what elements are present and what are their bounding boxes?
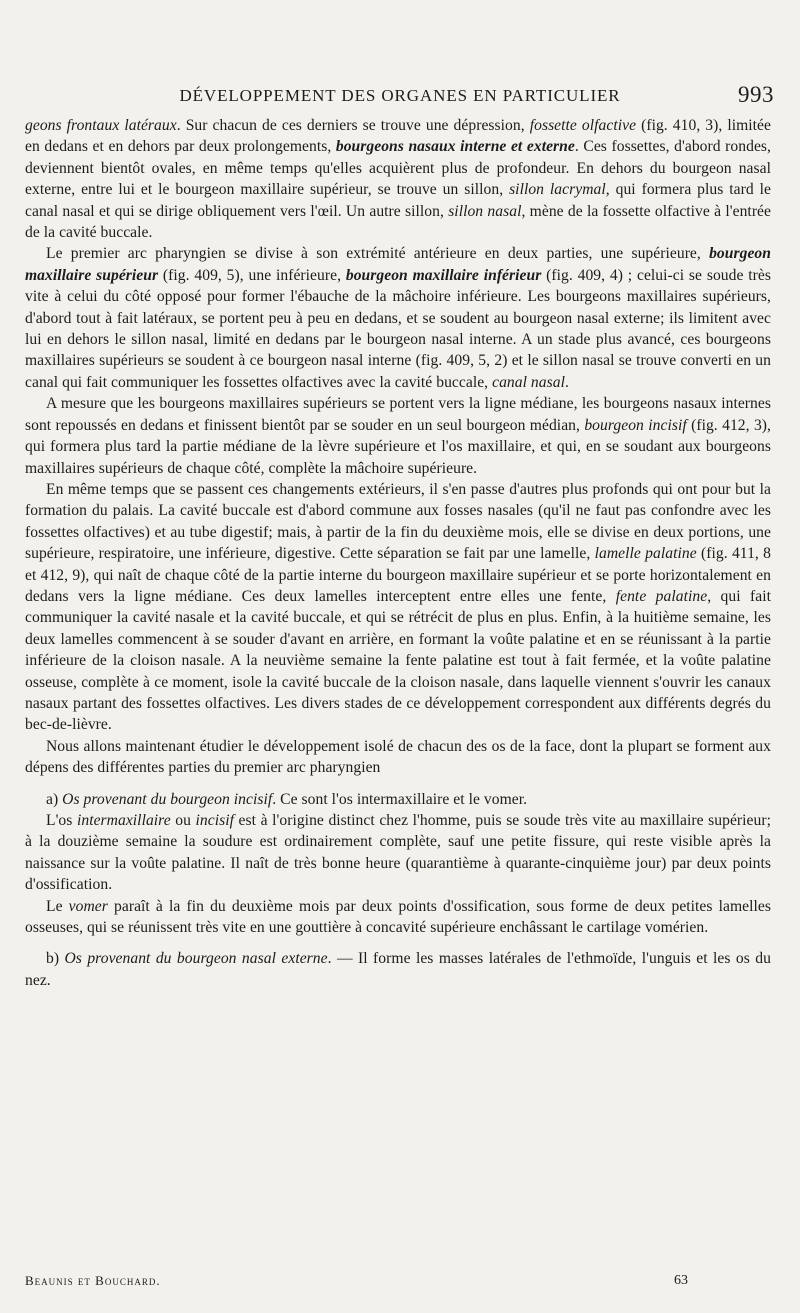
emphasized-term: vomer	[68, 897, 108, 915]
emphasized-term: bourgeon incisif	[584, 416, 687, 434]
text-run: Le	[46, 897, 69, 915]
paragraph	[25, 789, 771, 810]
page-number: 993	[738, 82, 774, 107]
paragraph	[25, 736, 771, 779]
paragraph	[25, 896, 771, 939]
text-run: (fig. 411, 8 et 412, 9), qui naît de chaque côté de la partie interne du bourgeon maxillaire supérieur et se porte horizontalement en dedans vers la ligne médiane. Ces deux lamelles interceptent entre elles une fente,	[25, 545, 772, 605]
text-run: (fig. 412, 3), qui formera plus tard la partie médiane de la lèvre supérieure et l'os maxillaire, et qui, en se soudant aux bourgeons maxillaires supérieurs de chaque côté, complète la mâchoire supérieure.	[25, 416, 771, 477]
footer-authors: Beaunis et Bouchard.	[25, 1273, 161, 1288]
text-run: a)	[46, 790, 63, 808]
text-run: (fig. 409, 5), une inférieure,	[158, 266, 346, 284]
text-run: . Sur chacun de ces derniers se trouve une dépression,	[176, 117, 530, 134]
text-run: , qui formera plus tard le canal nasal et qui se dirige obliquement vers l'œil. Un autre sillon,	[25, 181, 771, 220]
page-footer	[25, 1273, 688, 1295]
text-run: (fig. 409, 4) ; celui-ci se soude très vite à celui du côté opposé pour former l'ébauche de la mâchoire inférieure. Les bourgeons maxillaires supérieurs, d'abord tout à fait latéraux, se portent peu à peu en dedans, et se soudent au bourgeon nasal externe; ils limitent avec lui en dehors le sillon nasal, limité en dedans par le bourgeon nasal interne. A un stade plus avancé, ces bourgeons maxillaires supérieurs se soudent à ce bourgeon nasal interne (fig. 409, 5, 2) et le sillon nasal se trouve converti en un canal qui fait communiquer les fossettes olfactives avec la cavité buccale,	[25, 266, 771, 391]
emphasized-term: bourgeons nasaux interne et externe	[335, 138, 575, 156]
emphasized-term: sillon lacrymal	[509, 181, 606, 199]
emphasized-term: geons frontaux latéraux	[25, 117, 177, 134]
text-run: b)	[46, 950, 65, 968]
footer-signature: 63	[674, 1273, 688, 1288]
emphasized-term: canal nasal	[492, 373, 565, 391]
paragraph	[25, 115, 771, 243]
emphasized-term: lamelle palatine	[594, 545, 697, 563]
paragraph	[25, 393, 771, 479]
text-run: , qui fait communiquer la cavité nasale et la cavité buccale, et qui se rétrécit de plus en plus. Enfin, à la huitième semaine, les deux lamelles commencent à se souder d'avant en arrière, en formant la voûte palatine et en se réunissant à la partie inférieure de la cloison nasale. A la neuvième semaine la fente palatine est tout à fait fermée, et la voûte palatine osseuse, complète à ce moment, isole la cavité buccale de la cloison nasale, dans laquelle viennent s'ouvrir les canaux nasaux partant des fossettes olfactives. Les divers stades de ce développement correspondent aux différents degrés du bec-de-lièvre.	[25, 587, 772, 734]
running-head	[26, 82, 774, 112]
text-run: A mesure que les bourgeons maxillaires supérieurs se portent vers la ligne médiane, les bourgeons nasaux internes sont repoussés en dedans et finissent bientôt par se souder en un seul bourgeon médian,	[25, 395, 771, 434]
emphasized-term: bourgeon maxillaire inférieur	[345, 266, 542, 284]
text-run: .	[564, 373, 569, 391]
text-run: est à l'origine distinct chez l'homme, puis se soude très vite au maxillaire supérieur; à la douzième semaine la soudure est ordinairement complète, sauf une petite fissure, qui reste visible après la naissance sur la voûte palatine. Il naît de très bonne heure (quarantième à quarante-cinquième jour) par deux points d'ossification.	[25, 812, 771, 894]
text-run: L'os	[46, 812, 77, 829]
text-run: (fig. 410, 3), limitée en dedans et en dehors par deux prolongements,	[25, 117, 772, 156]
text-run: . Ces fossettes, d'abord rondes, deviennent bientôt ovales, en même temps qu'elles acquièrent plus de profondeur. En dehors du bourgeon nasal externe, entre lui et le bourgeon maxillaire supérieur, se trouve un sillon,	[25, 138, 771, 199]
text-run: Nous allons maintenant étudier le développement isolé de chacun des os de la face, dont la plupart se forment aux dépens des différentes parties du premier arc pharyngien	[25, 737, 771, 777]
emphasized-term: bourgeon maxillaire supérieur	[25, 245, 771, 284]
emphasized-term: sillon nasal	[448, 202, 522, 220]
text-run: En même temps que se passent ces changements extérieurs, il s'en passe d'autres plus profonds qui ont pour but la formation du palais. La cavité buccale est d'abord commune aux fosses nasales (qu'il ne faut pas confondre avec les fossettes olfactives) et au tube digestif; mais, à partir de la fin du deuxième mois, elle se divise en deux portions, une supérieure, respiratoire, une inférieure, digestive. Cette séparation se fait par une lamelle,	[25, 480, 771, 563]
paragraph	[25, 810, 771, 896]
paragraph	[25, 243, 771, 393]
text-run: . — Il forme les masses latérales de l'ethmoïde, l'unguis et les os du nez.	[25, 950, 771, 989]
text-run: paraît à la fin du deuxième mois par deux points d'ossification, sous forme de deux petites lamelles osseuses, qui se réunissent très vite en une gouttière à concavité supérieure enchâssant le cartilage vomérien.	[25, 897, 771, 937]
emphasized-term: Os provenant du bourgeon nasal externe	[64, 950, 328, 968]
text-run: , mène de la fossette olfactive à l'entrée de la cavité buccale.	[25, 202, 771, 242]
paragraph	[25, 948, 771, 991]
emphasized-term: fente palatine	[615, 587, 708, 605]
running-title: DÉVELOPPEMENT DES ORGANES EN PARTICULIER	[179, 86, 621, 105]
text-run: ou	[170, 812, 196, 829]
page-body	[25, 115, 771, 991]
text-run: . Ce sont l'os intermaxillaire et le vomer.	[272, 790, 528, 808]
emphasized-term: incisif	[195, 812, 234, 829]
emphasized-term: Os provenant du bourgeon incisif	[62, 790, 273, 808]
text-run: Le premier arc pharyngien se divise à son extrémité antérieure en deux parties, une supérieure,	[46, 245, 710, 263]
emphasized-term: intermaxillaire	[76, 812, 171, 829]
paragraph	[25, 479, 771, 736]
emphasized-term: fossette olfactive	[529, 117, 637, 134]
